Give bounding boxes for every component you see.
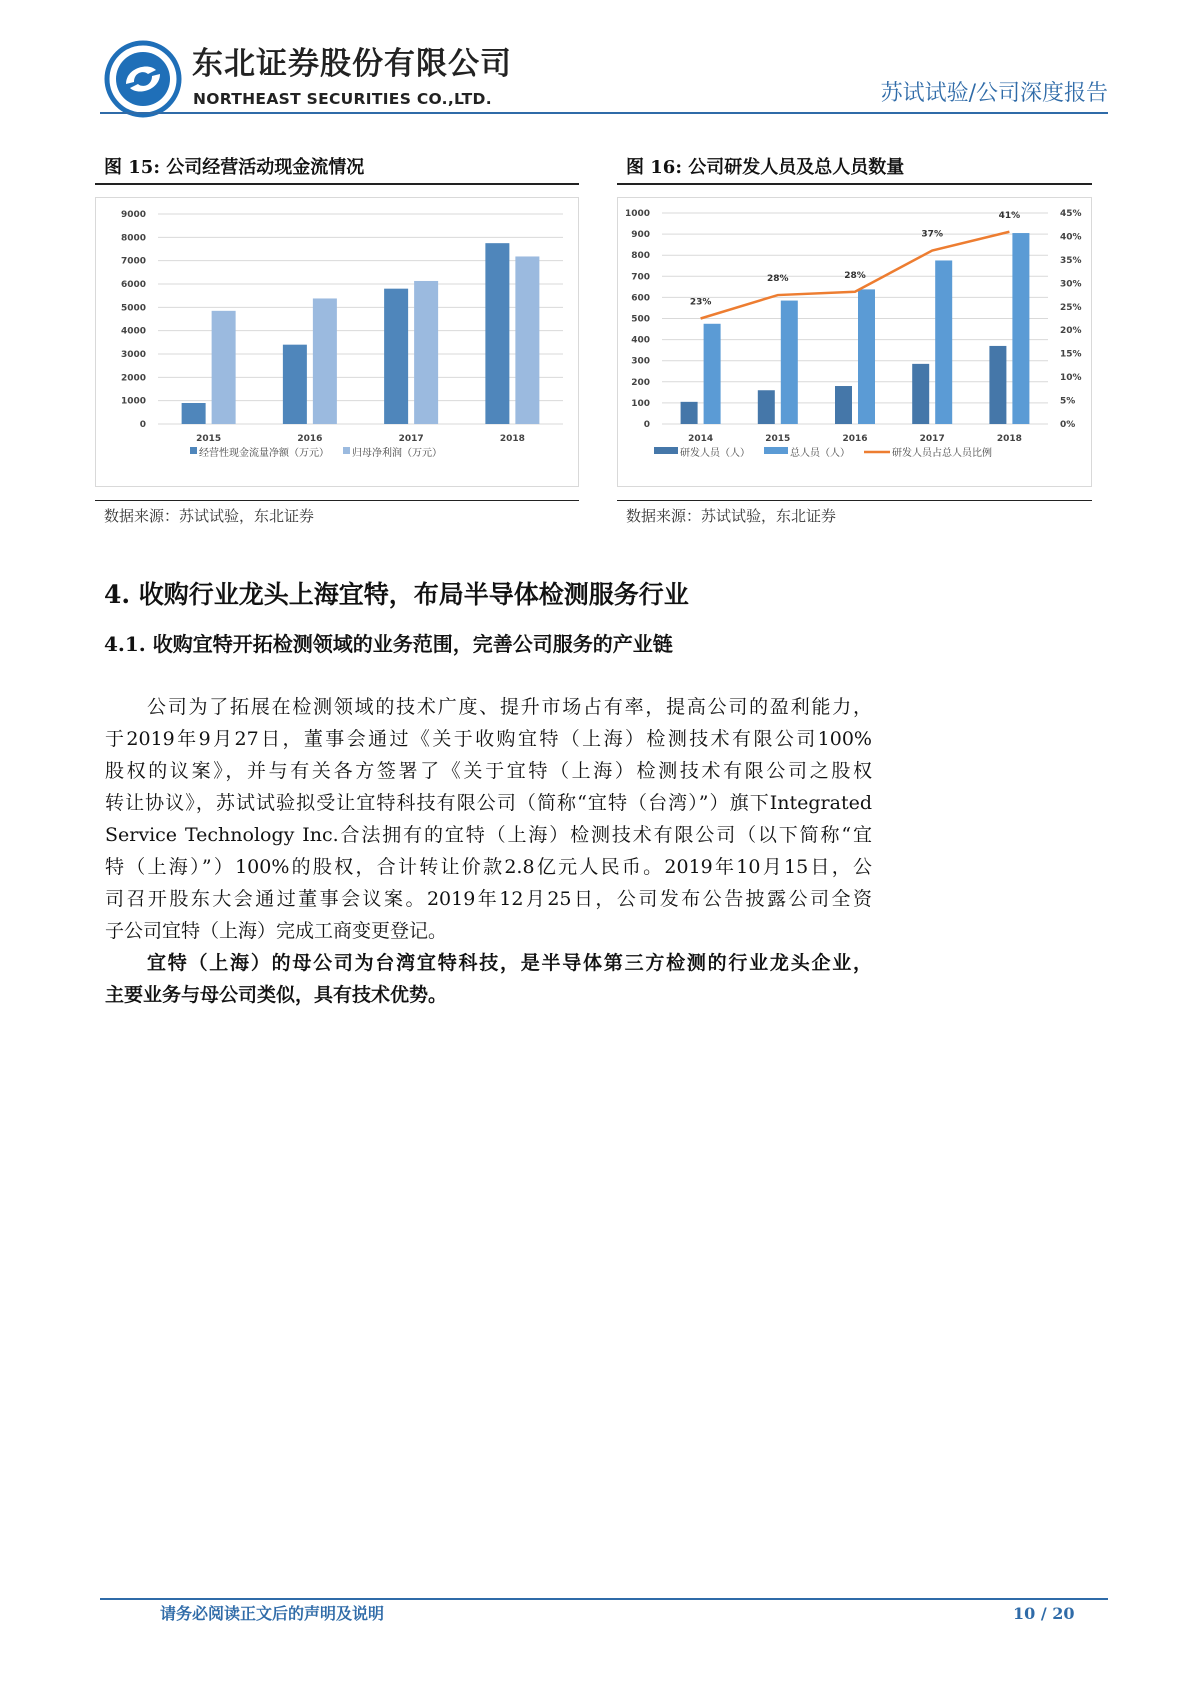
y-tick-label: 100 [631,398,650,409]
company-logo [104,40,182,118]
legend-swatch [764,447,788,454]
y-tick-label: 800 [631,251,650,262]
bar-series-1 [835,386,852,424]
legend-label: 总人员（人） [790,448,850,459]
bar-series-2 [414,281,438,424]
paragraph-line: 主要业务与母公司类似，具有技术优势。 [105,984,448,1006]
y-tick-label: 6000 [120,280,146,290]
figure-16-source-rule [617,500,1092,501]
y-tick-label: 700 [631,272,650,283]
bar-series-2 [515,256,539,424]
paragraph-line: 股权的议案》，并与有关各方签署了《关于宜特（上海）检测技术有限公司之股权 [105,760,872,782]
y2-tick-label: 35% [1060,255,1082,266]
y2-tick-label: 25% [1060,302,1082,313]
figure-15-source: 数据来源：苏试试验，东北证券 [104,507,315,525]
y-tick-label: 9000 [120,210,146,220]
y-tick-label: 1000 [120,396,146,407]
y-tick-label: 8000 [120,233,146,244]
bar-series-1 [182,403,206,424]
y-tick-label: 400 [631,335,650,346]
y2-tick-label: 0% [1060,420,1076,430]
header-divider [100,112,1108,114]
bar-series-1 [384,289,408,424]
data-label: 37% [921,229,943,240]
legend-swatch [654,447,678,454]
paragraph-line: 公司为了拓展在检测领域的技术广度、提升市场占有率，提高公司的盈利能力， [147,696,872,718]
x-tick-label: 2018 [499,434,525,444]
logo-emblem-icon [104,40,182,118]
x-tick-label: 2014 [688,434,714,444]
figure-16-chart [617,197,1092,487]
page-number: 10 / 20 [1013,1604,1075,1623]
footer-disclaimer-link[interactable]: 请务必阅读正文后的声明及说明 [160,1604,385,1623]
paragraph-line: 子公司宜特（上海）完成工商变更登记。 [105,920,448,942]
y2-tick-label: 20% [1060,326,1082,337]
bar-series-2 [935,260,952,424]
y-tick-label: 900 [631,230,650,241]
y-tick-label: 4000 [120,326,146,337]
legend-label: 研发人员占总人员比例 [892,448,992,459]
bar-series-1 [485,243,509,424]
y-tick-label: 600 [631,293,650,304]
y-tick-label: 200 [631,377,650,388]
staff-combo-chart [618,198,1091,486]
paragraph-line: 特（上海）”）100%的股权，合计转让价款2.8亿元人民币。2019年10月15日，公 [105,856,872,878]
bar-series-1 [283,345,307,424]
y-tick-label: 0 [643,420,650,430]
y2-tick-label: 30% [1060,279,1082,290]
bar-series-1 [681,402,698,424]
data-label: 28% [767,274,789,285]
x-tick-label: 2015 [196,434,222,444]
cashflow-bar-chart [96,198,578,486]
figure-15-source-rule [95,500,579,501]
paragraph-line: 转让协议》，苏试试验拟受让宜特科技有限公司（简称“宜特（台湾）”）旗下Integrated [105,792,872,814]
x-tick-label: 2016 [842,434,868,444]
y-tick-label: 7000 [120,256,146,267]
y2-tick-label: 40% [1060,232,1082,243]
bar-series-2 [212,311,236,424]
y-tick-label: 0 [139,420,146,430]
data-label: 23% [689,297,712,308]
subsection-heading: 4.1. 收购宜特开拓检测领域的业务范围，完善公司服务的产业链 [104,632,673,656]
legend-label: 研发人员（人） [680,448,750,459]
y2-tick-label: 10% [1060,373,1082,384]
bar-series-1 [912,364,929,424]
paragraph-line: Service Technology Inc.合法拥有的宜特（上海）检测技术有限公司（以下简称“宜 [105,824,872,846]
paragraph-line: 宜特（上海）的母公司为台湾宜特科技，是半导体第三方检测的行业龙头企业， [147,952,872,974]
legend-label: 经营性现金流量净额（万元） [199,448,329,459]
paragraph-line: 于2019年9月27日，董事会通过《关于收购宜特（上海）检测技术有限公司100% [105,728,872,750]
bar-series-2 [313,298,337,424]
y-tick-label: 5000 [120,303,146,314]
figure-15-chart [95,197,579,487]
footer-divider [100,1598,1108,1600]
x-tick-label: 2017 [919,434,945,444]
data-label: 41% [998,210,1021,221]
figure-16-source: 数据来源：苏试试验，东北证券 [626,507,837,525]
legend-label: 归母净利润（万元） [352,448,442,459]
x-tick-label: 2015 [765,434,791,444]
x-tick-label: 2016 [297,434,323,444]
data-label: 28% [844,270,866,281]
y-tick-label: 300 [631,356,650,367]
figure-15-title: 图 15: 公司经营活动现金流情况 [104,157,365,178]
y2-tick-label: 45% [1060,209,1082,219]
body-paragraph-1 [105,691,872,947]
figure-16-title-rule [617,183,1092,185]
y-tick-label: 500 [631,314,650,325]
company-name-cn: 东北证券股份有限公司 [192,46,512,82]
bar-series-1 [758,390,775,424]
x-tick-label: 2017 [398,434,424,444]
company-name-en: NORTHEAST SECURITIES CO.,LTD. [193,90,492,108]
legend-swatch [343,447,350,454]
bar-series-2 [858,289,875,424]
y-tick-label: 2000 [120,373,146,384]
bar-series-1 [989,346,1006,424]
paragraph-line: 司召开股东大会通过董事会议案。2019年12月25日，公司发布公告披露公司全资 [105,888,872,910]
y2-tick-label: 5% [1060,396,1076,407]
bar-series-2 [781,301,798,424]
section-heading: 4. 收购行业龙头上海宜特，布局半导体检测服务行业 [104,580,689,609]
y-tick-label: 3000 [120,350,146,360]
bar-series-2 [704,324,721,424]
figure-15-title-rule [95,183,579,185]
y2-tick-label: 15% [1060,349,1082,360]
x-tick-label: 2018 [996,434,1022,444]
legend-swatch [190,447,197,454]
bar-series-2 [1012,233,1029,424]
y-tick-label: 1000 [624,209,650,219]
figure-16-title: 图 16: 公司研发人员及总人员数量 [626,157,905,178]
report-title: 苏试试验/公司深度报告 [880,81,1108,106]
body-paragraph-2 [105,947,872,1011]
